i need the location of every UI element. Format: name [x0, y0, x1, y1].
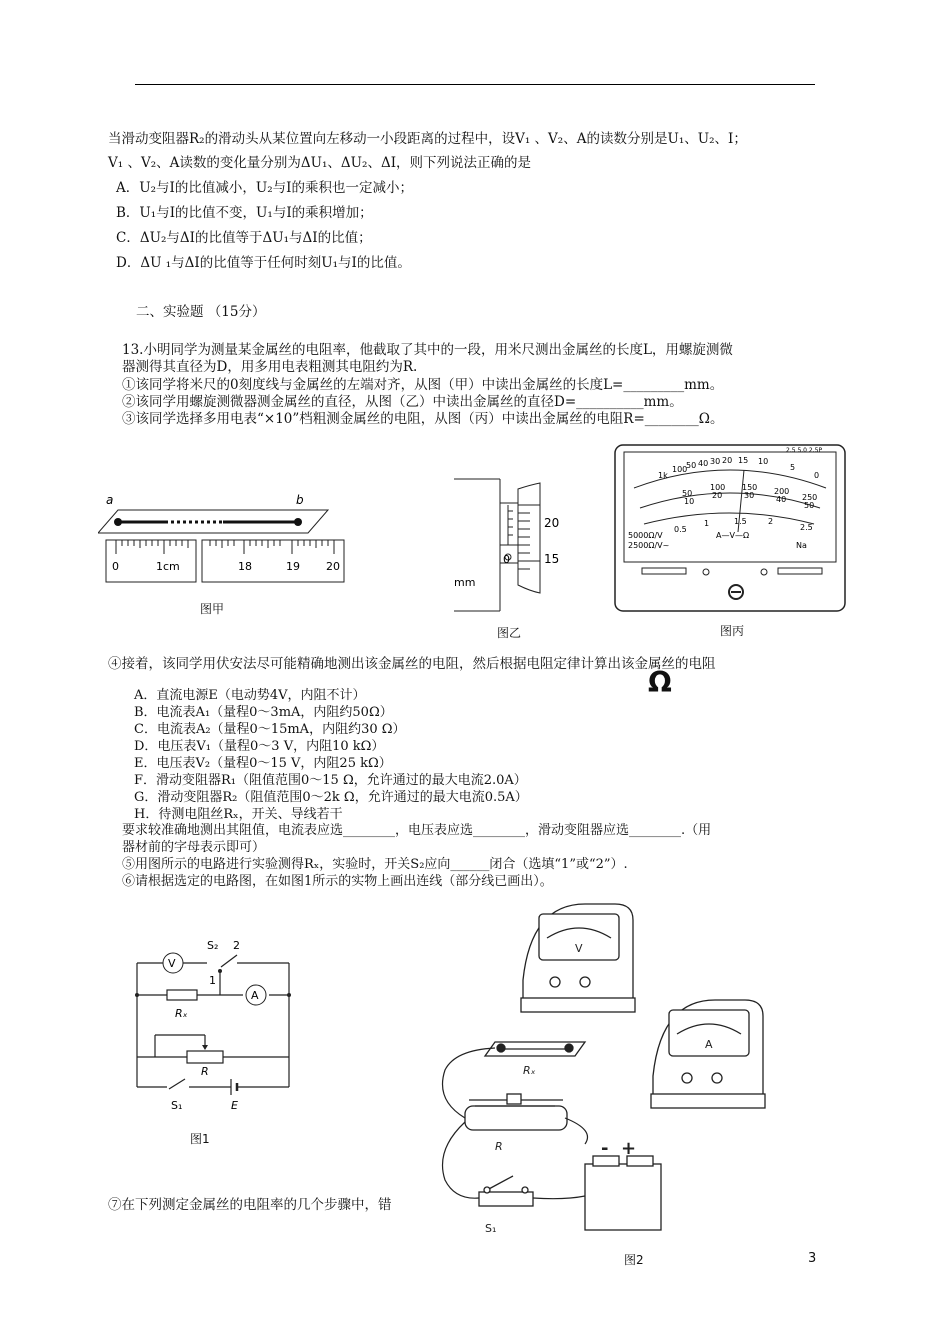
yi-tick-20: 20 — [544, 516, 560, 530]
scale-mid-20: 20 — [712, 491, 723, 500]
c1-label-rx: Rₓ — [175, 1007, 188, 1020]
scale-low-1-5: 1.5 — [734, 517, 747, 526]
meter-text-5000: 5000Ω/V — [628, 531, 663, 540]
scale-top-20: 20 — [722, 456, 733, 465]
section-title: 二、实验题 （15分） — [136, 304, 266, 320]
q13-step-2: ②该同学用螺旋测微器测金属丝的直径，从图（乙）中读出金属丝的直径D=__________mm。 — [122, 394, 683, 410]
equip-b: B．电流表A₁（量程0～3mA，内阻约50Ω） — [134, 705, 393, 720]
intro-line-2: V₁ 、V₂、A读数的变化量分别为ΔU₁、ΔU₂、ΔI，则下列说法正确的是 — [108, 155, 532, 171]
c2-label-a: A — [705, 1038, 713, 1051]
intro-line-1: 当滑动变阻器R₂的滑动头从某位置向左移动一小段距离的过程中，设V₁ 、V₂、A的读数分别是U₁、U₂、I； — [108, 131, 747, 147]
option-c: C．ΔU₂与ΔI的比值等于ΔU₁与ΔI的比值； — [116, 230, 372, 246]
tick-19: 19 — [286, 560, 300, 573]
scale-mid-40: 40 — [776, 495, 787, 504]
scale-mid-250: 250 — [802, 493, 818, 502]
yi-tick-15: 15 — [544, 552, 560, 566]
require-line-2: 器材前的字母表示即可） — [122, 840, 266, 855]
step-6: ⑥请根据选定的电路图，在如图1所示的实物上画出连线（部分线已画出）。 — [122, 874, 553, 889]
scale-mid-50: 50 — [682, 489, 693, 498]
c1-label-s2: S₂ — [207, 939, 219, 952]
equip-g: G．滑动变阻器R₂（阻值范围0～2k Ω，允许通过的最大电流0.5A） — [134, 790, 528, 805]
require-line-1: 要求较准确地测出其阻值，电流表应选________，电压表应选________，滑动变阻器应选________.（用 — [122, 823, 712, 838]
q13-step-1: ①该同学将米尺的0刻度线与金属丝的左端对齐，从图（甲）中读出金属丝的长度L=_________mm。 — [122, 377, 724, 393]
scale-mid-200: 200 — [774, 487, 790, 496]
c1-label-v: V — [168, 957, 176, 970]
c2-label-minus: - — [601, 1138, 609, 1159]
option-a: A．U₂与I的比值减小，U₂与I的乘积也一定减小； — [116, 180, 413, 196]
scale-mid-50b: 50 — [804, 501, 815, 510]
caption-circuit-2: 图2 — [624, 1253, 644, 1267]
tick-0: 0 — [112, 560, 119, 573]
equip-d: D．电压表V₁（量程0～3 V，内阻10 kΩ） — [134, 739, 385, 754]
scale-low-0-5: 0.5 — [674, 525, 687, 534]
c2-label-v: V — [575, 942, 583, 955]
q13-step-3: ③该同学选择多用电表“×10”档粗测金属丝的电阻，从图（丙）中读出金属丝的电阻R=________Ω。 — [122, 411, 724, 427]
c2-label-plus: + — [621, 1138, 637, 1159]
circuit-diagram-2 — [435, 900, 780, 1240]
option-d: D．ΔU ₁与ΔI的比值等于任何时刻U₁与I的比值。 — [116, 255, 411, 271]
omega-symbol: Ω — [648, 666, 672, 699]
scale-low-1: 1 — [704, 519, 710, 528]
meter-corner: 2.5 5.0 2.5P — [786, 447, 823, 454]
c2-label-s1: S₁ — [485, 1222, 497, 1235]
yi-unit: mm — [454, 576, 476, 589]
figure-jia-ruler — [98, 490, 348, 585]
caption-jia: 图甲 — [200, 602, 225, 616]
figure-yi-micrometer — [450, 475, 575, 615]
option-b: B．U₁与I的比值不变，U₁与I的乘积增加； — [116, 205, 373, 221]
equip-c: C．电流表A₂（量程0～15mA，内阻约30 Ω） — [134, 722, 406, 737]
meter-text-na: Na — [796, 541, 807, 550]
caption-bing: 图丙 — [720, 624, 745, 638]
c1-label-r: R — [201, 1065, 209, 1078]
caption-yi: 图乙 — [497, 626, 522, 640]
c1-label-2: 2 — [233, 939, 240, 952]
c1-label-a: A — [251, 989, 259, 1002]
circuit-diagram-1 — [125, 935, 300, 1115]
caption-circuit-1: 图1 — [190, 1132, 210, 1146]
scale-mid-150: 150 — [742, 483, 758, 492]
scale-top-100: 100 — [672, 465, 688, 474]
label-a: a — [106, 493, 114, 507]
c1-label-1: 1 — [209, 974, 216, 987]
tick-1cm: 1cm — [156, 560, 180, 573]
equip-e: E．电压表V₂（量程0～15 V，内阻25 kΩ） — [134, 756, 392, 771]
step-5: ⑤用图所示的电路进行实验测得Rₓ，实验时，开关S₂应向______闭合（选填“1”或“2”）. — [122, 857, 628, 872]
scale-mid-100: 100 — [710, 483, 726, 492]
step-4: ④接着，该同学用伏安法尽可能精确地测出该金属丝的电阻，然后根据电阻定律计算出该金属丝的电阻 — [108, 656, 716, 672]
scale-top-1k: 1k — [658, 471, 668, 480]
page-number: 3 — [808, 1251, 817, 1266]
scale-mid-10: 10 — [684, 497, 695, 506]
scale-low-2-5: 2.5 — [800, 523, 813, 532]
q13-line-1: 13.小明同学为测量某金属丝的电阻率，他截取了其中的一段，用米尺测出金属丝的长度L，用螺旋测微 — [122, 342, 733, 358]
scale-top-10: 10 — [758, 457, 769, 466]
scale-top-0: 0 — [814, 471, 820, 480]
figure-bing-multimeter — [614, 444, 846, 612]
c1-label-s1: S₁ — [171, 1099, 183, 1112]
equip-h: H．待测电阻丝Rₓ，开关、导线若干 — [134, 807, 343, 822]
scale-top-40: 40 — [698, 459, 709, 468]
q13-line-2: 器测得其直径为D，用多用电表粗测其电阻约为R. — [122, 359, 418, 375]
tick-18: 18 — [238, 560, 252, 573]
yi-tick-0: 0 — [503, 553, 510, 566]
scale-top-5: 5 — [790, 463, 796, 472]
step-7: ⑦在下列测定金属丝的电阻率的几个步骤中，错 — [108, 1197, 392, 1213]
equip-f: F．滑动变阻器R₁（阻值范围0～15 Ω，允许通过的最大电流2.0A） — [134, 773, 527, 788]
scale-top-50: 50 — [686, 461, 697, 470]
equip-a: A．直流电源E（电动势4V，内阻不计） — [134, 688, 366, 703]
scale-low-2: 2 — [768, 517, 774, 526]
scale-top-15: 15 — [738, 456, 749, 465]
c1-label-e: E — [231, 1099, 238, 1112]
c2-label-r: R — [495, 1140, 503, 1153]
meter-text-2500: 2500Ω/V~ — [628, 541, 670, 550]
scale-top-30: 30 — [710, 457, 721, 466]
tick-20: 20 — [326, 560, 340, 573]
label-b: b — [296, 493, 304, 507]
c2-label-rx: Rₓ — [523, 1064, 536, 1077]
meter-text-avo: A—V—Ω — [716, 531, 750, 540]
scale-mid-30: 30 — [744, 491, 755, 500]
header-rule — [135, 84, 815, 85]
